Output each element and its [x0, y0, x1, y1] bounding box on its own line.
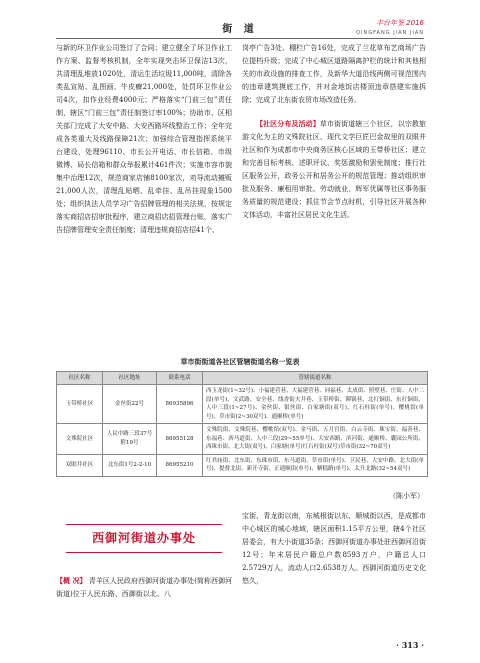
table-header-row: [57, 372, 428, 385]
left-column-bottom: [56, 574, 232, 601]
table-row: [57, 385, 428, 424]
community-address: 人民中路三段37号附19号: [103, 424, 157, 455]
paragraph: 岗亭广告3处、棚栏广告16处，完成了兰花草布艺商场广告位提档升级；完成了中心城区道路隔离护栏的统计和其他相关的市政设施的排查工作，及新华大道沿线两侧可视范围内的违章建筑摸底工作，并对金地饭店楼顶违章搭建实施拆除；完成了北东街农贸市场改造任务。: [242, 44, 426, 104]
yearbook-pinyin: QINGFANG JIAN JIAN: [356, 30, 424, 36]
right-column-bottom: [242, 510, 426, 588]
community-streets: 红君庙街、北东街、东珠市街、东马道街、草市街(单号)、卫民巷、大安中路、北大街(单号)、提督北街、新开寺街、正通顺街(单号)、糖糕路(单号)、太升北路(32~54双号): [203, 454, 428, 476]
section-tag: 【概 况】: [56, 576, 87, 585]
community-address: 金丝街22号: [103, 385, 157, 424]
right-column-top: [242, 42, 426, 222]
column-header: 社区名称: [57, 372, 103, 385]
author-credit: （陈小军）: [389, 492, 424, 500]
header-rule: [56, 38, 424, 39]
paragraph: 与新的环卫作业公司签订了合同；建立健全了环卫作业工作方案、监督考核机制，全年实现突击环卫保洁13次，共清理乱堆放1020处，清运生活垃圾11,000吨，清除各类乱宣贴、乱图画、牛皮癣21,000处，处罚环卫作业公司4次，扣作业经费4000元；严格落实“门前三包”责任制，辖区“门前三包”责任制签订率100%；协助市、区相关部门完成了大安中路、大安西路环线整治工作；全年完成各类重大及线路保障21次；加强综合管理指挥系统平台建设，处理96110、市长公开电话、市长信箱、市级微博、局长信箱和群众举报累计461件次；实施市容市貌集中治理12次，规范商家店铺8100家次，劝导流动摊贩21,000人次，清理乱贴晒、乱牵挂、乱吊挂现象1500处；组织执法人员学习广告招牌管理的相关法规，按规定落实商招店招审批程序，建立商招店招管理台账，落实广告招牌管理安全责任制度；清理违规商招店招41个、: [56, 44, 232, 234]
left-column-top: [56, 42, 232, 237]
column-header: 社区地址: [103, 372, 157, 385]
section-heading: 西御河街道办事处: [91, 531, 196, 545]
page-number: · 313 ·: [396, 640, 424, 650]
section-rule-bottom: [66, 552, 222, 553]
paragraph-community: [242, 117, 426, 222]
paragraph-text: 青羊区人民政府西御河街道办事处(简称西御河街道)位于人民东路、西御街以北、八: [56, 577, 232, 598]
table-row: [57, 424, 428, 455]
community-streets: 文殊院街、文殊院巷、樱桃馆(双号)、金马街、五月宫街、白云寺街、珠宝街、福善巷、东福巷、西马道街、人中三段(29~55单号)、大安西路、滨河街、通顺桥、囊园公所街、西珠市街、北大街(双号)、白家塘(单号)红石柱街(双号)草市街(32~70双号): [203, 424, 428, 455]
paragraph-text: 草市街街道辖三个社区，以宗教旅游文化为主的文殊院社区、现代文学巨匠巴金故里的双眼井社区和作为成都市中央商务区核心区域的玉带桥社区；建立和完善目标考核、述职评议、奖惩激励和罢免制度；推行社区服务公开，政务公开和居务公开的规范管理；推动组织审批及服务、廉租用审批、劳动就业、辉军优属等社区事务服务质量的规范建设；抓住节会节点时机，引导社区开展各种文体活动，丰富社区居民文化生活。: [242, 120, 427, 219]
community-address: 北东街1号2-2-10: [103, 454, 157, 476]
column-header: 联系电话: [157, 372, 203, 385]
section-rule-top: [66, 524, 222, 525]
table-row: [57, 454, 428, 476]
community-name: 文殊院社区: [57, 424, 103, 455]
yearbook-name: 丰台年鉴 2016: [375, 19, 424, 27]
community-phone: 86955210: [157, 454, 203, 476]
running-header-title: 街 道: [222, 24, 258, 35]
community-table: [56, 371, 428, 477]
column-header: 管辖街道名称: [203, 372, 428, 385]
community-name: 双眼井社区: [57, 454, 103, 476]
table-title: 草市街街道各社区管辖街道名称一览表: [180, 357, 300, 366]
paragraph-overview: [56, 574, 232, 601]
paragraph: 宝街、青龙街以南，东城根街以东、顺城街以西，是成都市中心城区的城心地域，辖区面积1.15平方公里，辖4个社区居委会，有大小街道35条；西御河街道办事处驻西御河沿街12号；年末居民户籍总户数8593万户，户籍总人口2.5729万人，流动人口2.6538万人。西御河街道历史文化悠久，: [242, 512, 426, 585]
community-phone: 86955128: [157, 424, 203, 455]
community-streets: 西玉龙街(1~32号)、小福建营巷、大福建营巷、同福巷、太成街、照壁巷、庄街、人中二段(单号)、文武路、安全巷、线香街夫井巷、玉带桥街、铆锅巷、北打铜街、东打铜街、人中三段(1~27号)、金丝街、银丝街、白家塘街(双号)、红石柱街(单号)、樱桃馆(单号)、草市街(2~30双号)、通顺桥(单号): [203, 385, 428, 424]
community-phone: 86935896: [157, 385, 203, 424]
section-tag: 【社区分布及活动】: [256, 119, 320, 128]
running-header-right: [356, 18, 424, 36]
community-name: 玉带桥社区: [57, 385, 103, 424]
